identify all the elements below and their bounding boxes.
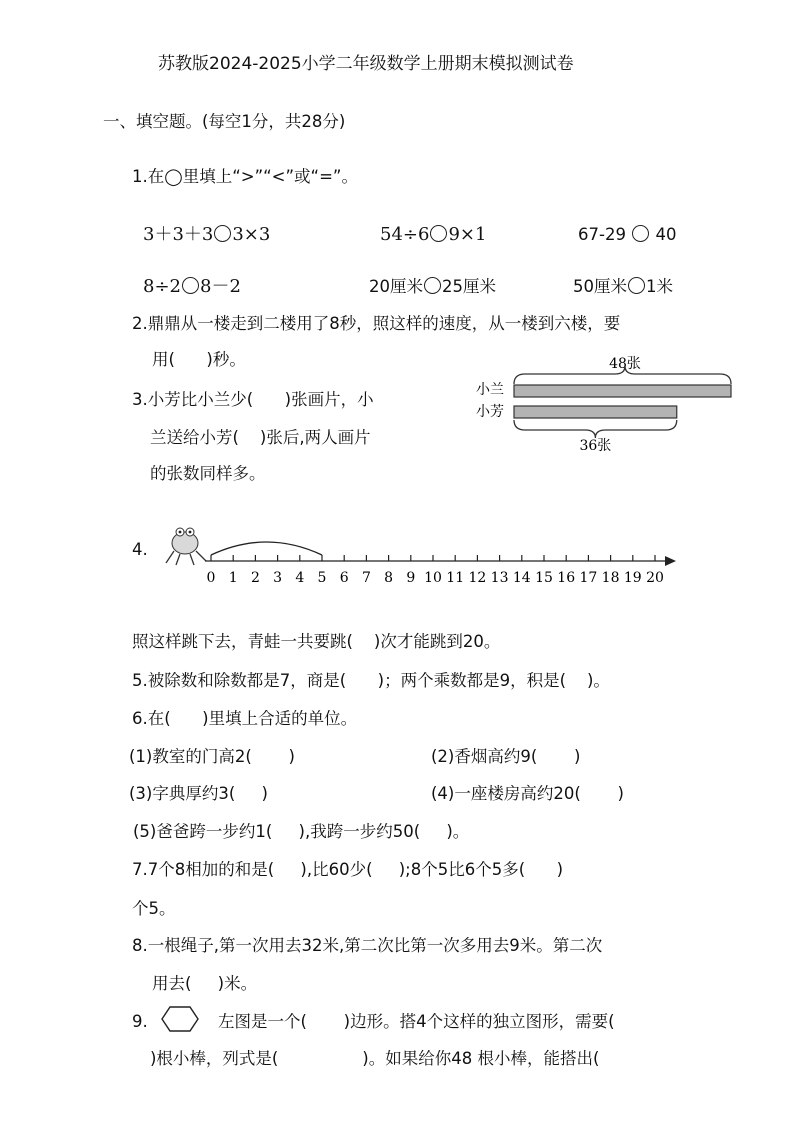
number-line-tick-label: 2 <box>250 570 260 586</box>
number-line <box>150 515 690 595</box>
question-6-item-1: (1)教室的门高2( ) <box>129 747 295 766</box>
answer-circle[interactable] <box>430 225 447 242</box>
number-line-tick-label: 6 <box>339 570 349 586</box>
number-line-tick-label: 16 <box>557 570 576 586</box>
question-3-line2: 兰送给小芳( )张后,两人画片 <box>150 428 371 447</box>
bar-xiaofang <box>514 406 677 418</box>
question-7-line1: 7.7个8相加的和是( ),比60少( );8个5比6个5多( ) <box>132 860 564 879</box>
question-5-text: 5.被除数和除数都是7，商是( )；两个乘数都是9，积是( )。 <box>132 671 610 690</box>
question-6-item-3: (3)字典厚约3( ) <box>129 784 268 803</box>
question-4-text: 照这样跳下去，青蛙一共要跳( )次才能跳到20。 <box>132 632 501 651</box>
number-line-tick-label: 12 <box>468 570 487 586</box>
question-7-line2: 个5。 <box>132 899 176 918</box>
number-line-tick-label: 0 <box>206 570 216 586</box>
question-9-line1: 左图是一个( )边形。搭4个这样的独立图形，需要( <box>218 1012 615 1031</box>
compare-right: 40 <box>655 225 677 244</box>
jump-arc <box>211 542 322 555</box>
bar-xiaolan <box>514 385 731 397</box>
number-line-tick-label: 18 <box>601 570 620 586</box>
compare-item-1a <box>143 225 270 244</box>
answer-circle[interactable] <box>632 225 649 242</box>
count-label-bottom: 36张 <box>579 438 612 454</box>
question-6-item-2: (2)香烟高约9( ) <box>431 747 581 766</box>
compare-item-1c <box>578 225 676 244</box>
compare-right: 3×3 <box>232 224 271 245</box>
compare-item-2b <box>369 277 496 296</box>
compare-left: 67-29 <box>578 225 626 244</box>
question-3-line3: 的张数同样多。 <box>150 464 266 483</box>
number-line-tick-label: 9 <box>406 570 416 586</box>
compare-left: 54÷6 <box>380 224 430 245</box>
compare-item-1b <box>380 225 486 244</box>
answer-circle[interactable] <box>214 225 231 242</box>
bar-label-top: 小兰 <box>476 382 504 398</box>
number-line-tick-label: 3 <box>273 570 283 586</box>
compare-left: 20厘米 <box>369 277 423 296</box>
question-2-line2: 用( )秒。 <box>152 350 246 369</box>
question-8-line1: 8.一根绳子,第一次用去32米,第二次比第一次多用去9米。第二次 <box>132 936 603 955</box>
compare-left: 50厘米 <box>573 277 627 296</box>
compare-item-2c <box>573 277 673 296</box>
number-line-tick-label: 13 <box>490 570 509 586</box>
number-line-tick-label: 17 <box>579 570 598 586</box>
number-line-tick-label: 15 <box>535 570 553 586</box>
number-line-tick-label: 8 <box>384 570 394 586</box>
number-line-tick-label: 7 <box>361 570 371 586</box>
number-line-arrow <box>665 556 676 566</box>
compare-right: 25厘米 <box>442 277 496 296</box>
number-line-tick-label: 10 <box>424 570 442 586</box>
question-8-line2: 用去( )米。 <box>152 974 258 993</box>
question-6-item-5: (5)爸爸跨一步约1( ),我跨一步约50( )。 <box>133 822 470 841</box>
question-3-line1: 3.小芳比小兰少( )张画片，小 <box>132 390 374 409</box>
answer-circle[interactable] <box>424 277 441 294</box>
count-label-top: 48张 <box>609 356 641 372</box>
compare-right: 8－2 <box>200 276 241 297</box>
question-4-number: 4. <box>132 540 148 559</box>
compare-right: 9×1 <box>448 224 487 245</box>
number-line-tick-label: 4 <box>295 570 305 586</box>
answer-circle[interactable] <box>628 277 645 294</box>
compare-left: 8÷2 <box>143 276 181 297</box>
brace-bottom <box>514 420 677 438</box>
comparison-bar-diagram <box>470 350 740 460</box>
compare-left: 3＋3＋3 <box>143 224 214 245</box>
page-title: 苏教版2024-2025小学二年级数学上册期末模拟测试卷 <box>158 54 574 74</box>
answer-circle[interactable] <box>182 277 199 294</box>
frog-icon <box>166 528 206 565</box>
section-heading: 一、填空题。(每空1分，共28分) <box>103 112 346 131</box>
number-line-tick-label: 11 <box>446 570 465 586</box>
number-line-tick-label: 1 <box>228 570 238 586</box>
question-9-number: 9. <box>132 1012 148 1031</box>
number-line-tick-label: 14 <box>512 570 531 586</box>
number-line-tick-label: 20 <box>646 570 664 586</box>
question-6-text: 6.在( )里填上合适的单位。 <box>132 709 358 728</box>
question-9-line2: )根小棒，列式是( )。如果给你48 根小棒，能搭出( <box>150 1049 600 1068</box>
compare-item-2a <box>143 277 241 296</box>
number-line-tick-label: 19 <box>623 570 642 586</box>
hexagon-icon <box>160 1004 200 1034</box>
question-2-line1: 2.鼎鼎从一楼走到二楼用了8秒，照这样的速度，从一楼到六楼，要 <box>132 314 621 333</box>
question-6-item-4: (4)一座楼房高约20( ) <box>431 784 624 803</box>
number-line-tick-label: 5 <box>317 570 327 586</box>
question-1-text: 1.在◯里填上“>”“<”或“=”。 <box>132 167 358 186</box>
compare-right: 1米 <box>646 277 673 296</box>
bar-label-bottom: 小芳 <box>476 404 504 420</box>
